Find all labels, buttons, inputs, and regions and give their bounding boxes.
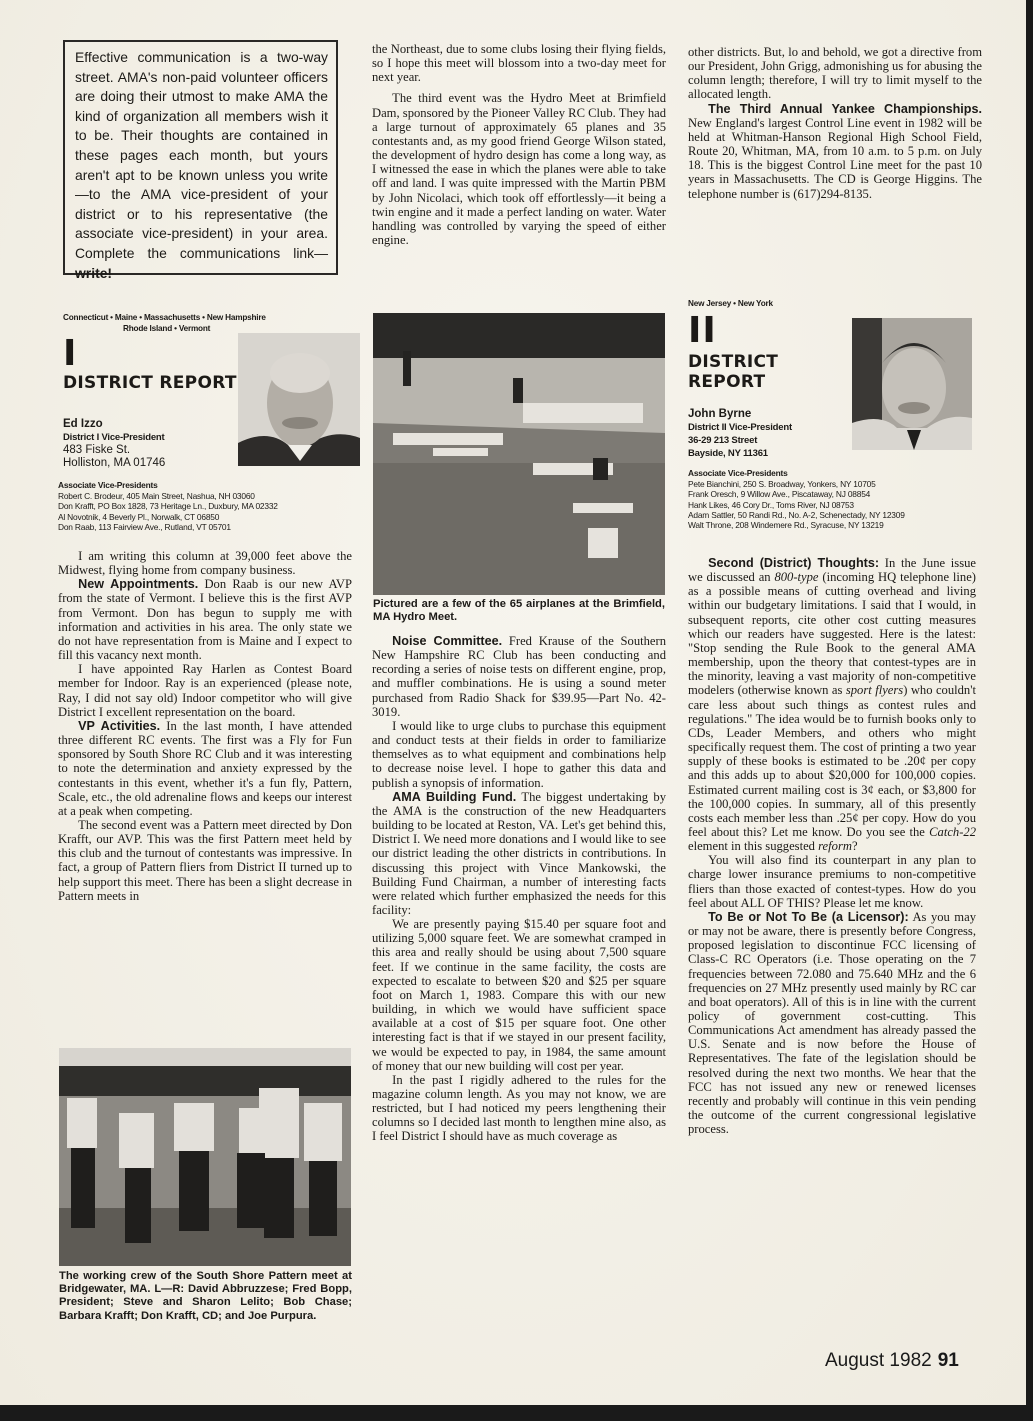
callout-emphasis: write! (75, 264, 113, 281)
district-2-states: New Jersey • New York (688, 299, 773, 308)
district-1-column-2-top (372, 42, 666, 247)
district-1-vp-address-1: 483 Fiske St. (63, 444, 131, 456)
crew-photo-illustration (59, 1048, 351, 1266)
south-shore-crew-photo (59, 1048, 351, 1266)
avp-entry: Don Raab, 113 Fairview Ave., Rutland, VT 05701 (58, 521, 231, 532)
district-1-avp-heading: Associate Vice-Presidents (58, 480, 158, 490)
district-1-vp-title: District I Vice-President (63, 432, 165, 443)
district-1-avp-list (58, 480, 358, 532)
article-paragraph: The Third Annual Yankee Championships. New England's largest Control Line event in 1982 will be held at Whitman-Hanson Regional High School Field, Route 20, Whitman, MA, from 10 a.m. to 5 p.m. on July 18. This is the biggest Control Line meet for the past 10 years in Massachusetts. The CD is George Higgins. The telephone number is (617)294-8135. (688, 101, 982, 201)
article-paragraph: In the past I rigidly adhered to the rules for the magazine column length. As you may not know, we are restricted, but I had noticed my peers lengthening their columns so I decided last month to lengthen mine also, as I feel District I should have as much coverage as (372, 1072, 666, 1144)
article-paragraph: the Northeast, due to some clubs losing their flying fields, so I hope this meet will blossom into a two-day meet for next year. (372, 42, 666, 85)
district-1-column-1-body (58, 549, 352, 903)
district-2-body (688, 556, 976, 1136)
district-1-states (63, 312, 363, 334)
district-1-states-line-2: Rhode Island • Vermont (123, 324, 211, 333)
district-2-vp-block (688, 408, 858, 460)
district-2-header (688, 298, 858, 460)
article-paragraph: VP Activities. In the last month, I have attended three different RC events. The first was a Fly for Fun sponsored by South Shore RC Club and it was interesting to note the determination and anxiety expressed by the contestants in this event, whether it's a fun fly, Pattern, Scale, etc., the old adrenaline flows and keeps our interest at a peak when competing. (58, 718, 352, 818)
avp-entry: Robert C. Brodeur, 405 Main Street, Nashua, NH 03060 (58, 491, 255, 501)
district-2-avp-heading: Associate Vice-Presidents (688, 468, 788, 478)
avp-entry: Frank Oresch, 9 Willow Ave., Piscataway, NJ 08854 (688, 489, 871, 500)
article-paragraph: I have appointed Ray Harlen as Contest Board member for Indoor. Ray is an experienced (please note, Ray, I did not say old) Indoor competitor who will give District I excellent representation on the board. (58, 662, 352, 719)
district-2-vp-address-1: 36-29 213 Street (688, 435, 758, 446)
hydro-meet-photo (373, 313, 665, 595)
district-2-vp-address-2: Bayside, NY 11361 (688, 448, 768, 459)
article-paragraph: I am writing this column at 39,000 feet above the Midwest, flying home from company business. (58, 549, 352, 578)
article-paragraph: AMA Building Fund. The biggest undertaking by the AMA is the construction of the new Headquarters building to be located at Reston, VA. Let's get behind this, District I. We need more donations and I would like to see our district leading the other districts in contributions. In discussing this project with Vince Mankowski, the Building Fund Chairman, a number of interesting facts were related which further emphasized the needs for this facility: (372, 789, 666, 917)
avp-entry: Al Novotnik, 4 Beverly Pl., Norwalk, CT 06850 (58, 511, 220, 522)
avp-entry: Adam Sattler, 50 Randi Rd., No. A-2, Schenectady, NY 12309 (688, 509, 905, 520)
avp-entry: Walt Throne, 208 Windemere Rd., Syracuse, NY 13219 (688, 520, 884, 531)
district-2-numeral: II (688, 310, 717, 351)
callout-text: Effective communication is a two-way street. AMA's non-paid volunteer officers are doing their utmost to make AMA the kind of organization all members wish it to be. Their thoughts are contained in these pages each month, but yours aren't apt to be known unless you write—to the AMA vice-president of your district or to his representative (the associate vice-president) in your area. Complete the communications link—write! (75, 49, 328, 281)
page-footer (825, 1350, 959, 1372)
district-1-states-line-1: Connecticut • Maine • Massachusetts • New Hampshire (63, 313, 266, 322)
district-2-vp-title: District II Vice-President (688, 422, 792, 433)
article-paragraph: Noise Committee. Fred Krause of the Southern New Hampshire RC Club has been conducting and recording a series of noise tests on different engine, prop, and muffler combinations. He is using a sound meter purchased from Radio Shack for $39.95—Part No. 42-3019. (372, 634, 667, 719)
avp-entry: Pete Bianchini, 250 S. Broadway, Yonkers, NY 10705 (688, 479, 876, 489)
district-1-vp-address-2: Holliston, MA 01746 (63, 457, 166, 469)
ed-izzo-portrait (238, 333, 360, 466)
article-paragraph: The third event was the Hydro Meet at Brimfield Dam, sponsored by the Pioneer Valley RC Club. They had a large turnout of approximately 65 planes and 35 contestants and, as my good friend George Wilson stated, the development of hydro design has come a long way, as I witnessed the ease in which the planes were able to take off and land. I was quite impressed with the Martin PBM by John Nicolaci, which took off effortlessly—it being a twin engine and it made a perfect landing on water. Water handling was controlled by varying the speed of either engine. (372, 91, 666, 248)
district-1-vp-name: Ed Izzo (63, 418, 103, 430)
portrait-illustration (238, 333, 360, 466)
avp-entry: Hank Likes, 46 Cory Dr., Toms River, NJ 08753 (688, 499, 854, 510)
john-byrne-portrait (852, 318, 972, 450)
avp-entry: Don Krafft, PO Box 1828, 73 Heritage Ln., Duxbury, MA 02332 (58, 501, 278, 512)
hydro-photo-caption: Pictured are a few of the 65 airplanes at the Brimfield, MA Hydro Meet. (373, 598, 665, 624)
article-paragraph: I would like to urge clubs to purchase this equipment and conduct tests at their fields in order to familiarize themselves as to what equipment and combinations help to decrease noise level. I hope to gather this data and publish a synopsis of information. (372, 718, 666, 790)
issue-date: August 1982 (825, 1350, 932, 1371)
article-paragraph: The second event was a Pattern meet directed by Don Krafft, our AVP. This was the first Pattern meet held by this club and the turnout of contestants was impressive. In fact, a group of Pattern fliers from District II turned up to help support this meet. There has been a slight decrease in Pattern meets in (58, 817, 352, 903)
page-number: 91 (937, 1350, 959, 1371)
article-paragraph: To Be or Not To Be (a Licensor): As you may or may not be aware, there is presently before Congress, proposed legislation to discontinue FCC licensing of Class-C RC Operators (i.e. Those operating on the 7 frequencies between 72.080 and 75.640 MHz and the 6 frequencies on 27 MHz presently used mainly by RC car and boat operators). All of this is in line with the current policy of government cost-cutting. This Communications Act amendment has already passed the U.S. Senate and is now before the House of Representatives. The fate of the legislation should be resolved during the next two months. We hear that the FCC has not issued any new or renewed licenses recently and probably will continue in this vein pending the outcome of the current congressional legislative process. (688, 909, 976, 1137)
district-1-column-2-bottom (372, 634, 666, 1144)
communication-callout-box (63, 40, 338, 281)
district-2-vp-name: John Byrne (688, 408, 752, 420)
article-paragraph: New Appointments. Don Raab is our new AVP from the state of Vermont. I believe this is the first AVP from Vermont. Don has begun to supply me with information and activities in his area. The only state we do not have representation from is Maine and I expect to fill this vacancy next month. (58, 577, 353, 663)
article-paragraph: You will also find its counterpart in any plan to charge lower insurance premiums to non-competitive fliers than those exacted of contest-types. How do you feel about ALL OF THIS? Please let me know. (688, 853, 976, 910)
district-1-column-3 (688, 45, 982, 201)
district-2-title: DISTRICT REPORT (688, 352, 779, 392)
district-1-numeral: I (63, 333, 78, 374)
article-paragraph: other districts. But, lo and behold, we got a directive from our President, John Grigg, admonishing us for abusing the column length; therefore, I will try to limit myself to the allocated length. (688, 45, 982, 102)
article-paragraph: Second (District) Thoughts: In the June issue we discussed an 800-type (incoming HQ telephone line) as a possible means of cutting overhead and living within our budgetary limitations. I said that I would, in subsequent reports, cite other cost cutting measures which our readers have suggested. Here is the latest: "Stop sending the Rule Book to the general AMA membership, upon the theory that contest-types are in the minority, leaving a vast majority of non-competitive modelers (otherwise known as sport flyers) who couldn't care less about such things as contest rules and regulations." The idea would be to furnish books only to CDs, Leader Members, and others who might specifically request them. The cost of printing a two year supply of these books is estimated to be .20¢ per copy and this adds up to about $20,000 for 100,000 copies. Estimated current mailing cost is 3¢ each, or $3,800 for the 100,000 copies. In summary, all of this presently costs each member less than .25¢ per copy. How do you feel about this? Let me know. Do you see the Catch-22 element in this suggested reform? (688, 556, 976, 854)
district-1-title: DISTRICT REPORT (63, 373, 237, 393)
district-2-avp-list (688, 468, 998, 530)
portrait-illustration (852, 318, 972, 450)
crew-photo-caption: The working crew of the South Shore Pattern meet at Bridgewater, MA. L—R: David Abbruzzese; Fred Bopp, President; Steve and Sharon Lelito; Bob Chase; Barbara Krafft; Don Krafft, CD; and Joe Purpura. (59, 1270, 352, 1322)
article-paragraph: We are presently paying $15.40 per square foot and utilizing 5,000 square feet. We are somewhat cramped in this area and really should be using about 7,500 square feet. If we continue in the same facility, the costs are expected to escalate to between $20 and $25 per square foot on March 1, 1983. Compare this with our new building, in which we would have sufficient space available at a cost of $15 per square foot. One other interesting fact is that if we stayed in our present facility, we would be expected to pay, in 1984, the same amount of money that our new building will cost per year. (372, 917, 666, 1073)
hydro-photo-illustration (373, 313, 665, 595)
